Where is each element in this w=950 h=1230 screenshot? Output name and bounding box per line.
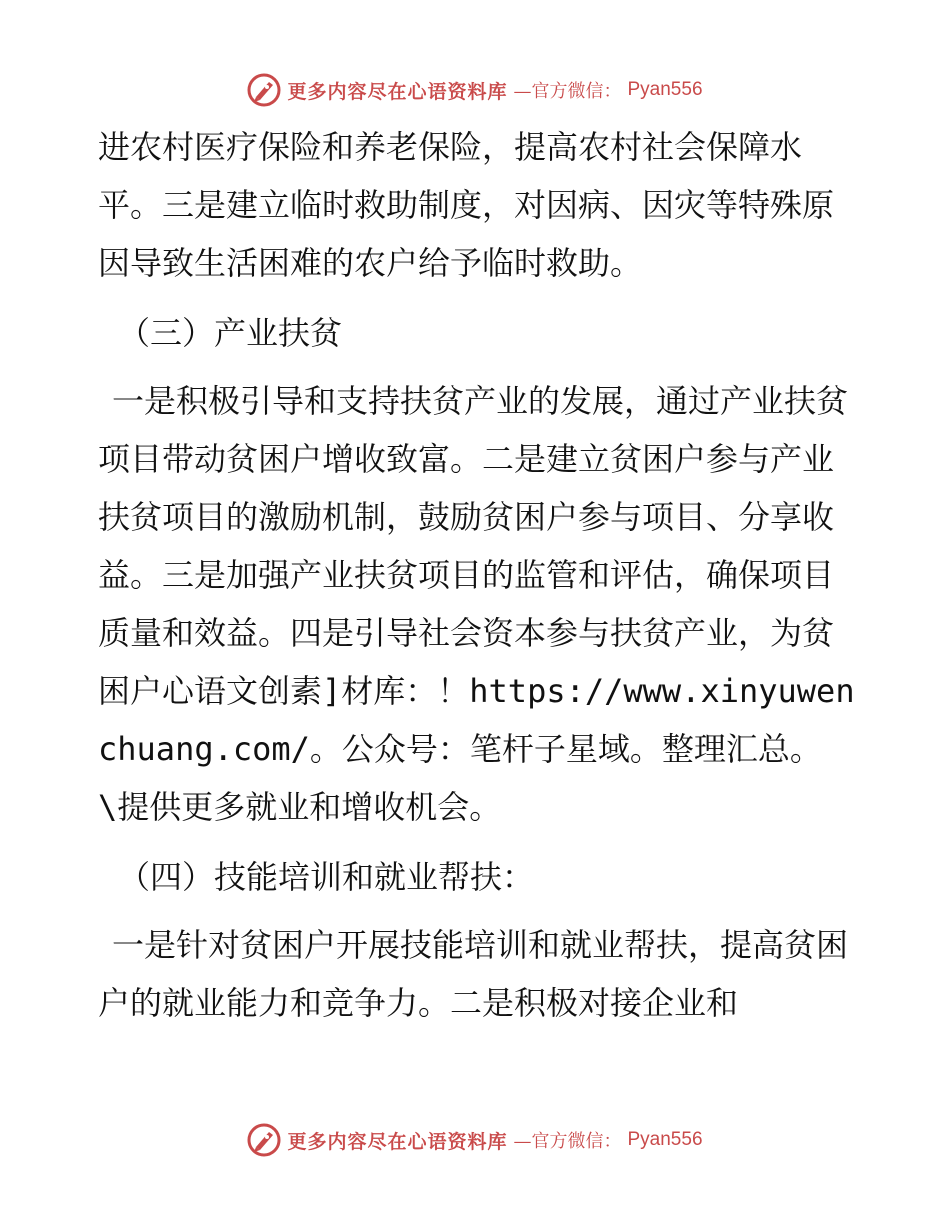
pen-logo-icon: [247, 1123, 281, 1157]
header-watermark: [0, 70, 950, 110]
footer-watermark: [0, 1120, 950, 1160]
paragraph-social-security: 进农村医疗保险和养老保险，提高农村社会保障水平。三是建立临时救助制度，对因病、因灾等特殊原因导致生活困难的农户给予临时救助。: [98, 128, 835, 282]
paragraph-skills-training: 一是针对贫困户开展技能培训和就业帮扶，提高贫困户的就业能力和竞争力。二是积极对接企业和: [98, 926, 849, 1022]
document-body: [98, 118, 858, 1032]
watermark-main-text: 更多内容尽在心语资料库: [287, 80, 508, 103]
watermark-sub-text: —官方微信：: [513, 81, 622, 102]
watermark-wechat-id: Pyan556: [627, 79, 703, 100]
section-heading-skills-training: （四）技能培训和就业帮扶：: [118, 858, 535, 896]
watermark-sub-text: —官方微信：: [513, 1131, 622, 1152]
section-heading-industry-poverty: （三）产业扶贫: [118, 314, 343, 352]
pen-logo-icon: [247, 73, 281, 107]
paragraph-industry-poverty: 一是积极引导和支持扶贫产业的发展，通过产业扶贫项目带动贫困户增收致富。二是建立贫困户参与产业扶贫项目的激励机制，鼓励贫困户参与项目、分享收益。三是加强产业扶贫项目的监管和评估，确保项目质量和效益。四是引导社会资本参与扶贫产业，为贫困户心语文创素]材库：！https://www.xinyuwenchuang.com/。公众号：笔杆子星域。整理汇总。\提供更多就业和增收机会。: [98, 382, 855, 826]
watermark-wechat-id: Pyan556: [627, 1129, 703, 1150]
watermark-main-text: 更多内容尽在心语资料库: [287, 1130, 508, 1153]
